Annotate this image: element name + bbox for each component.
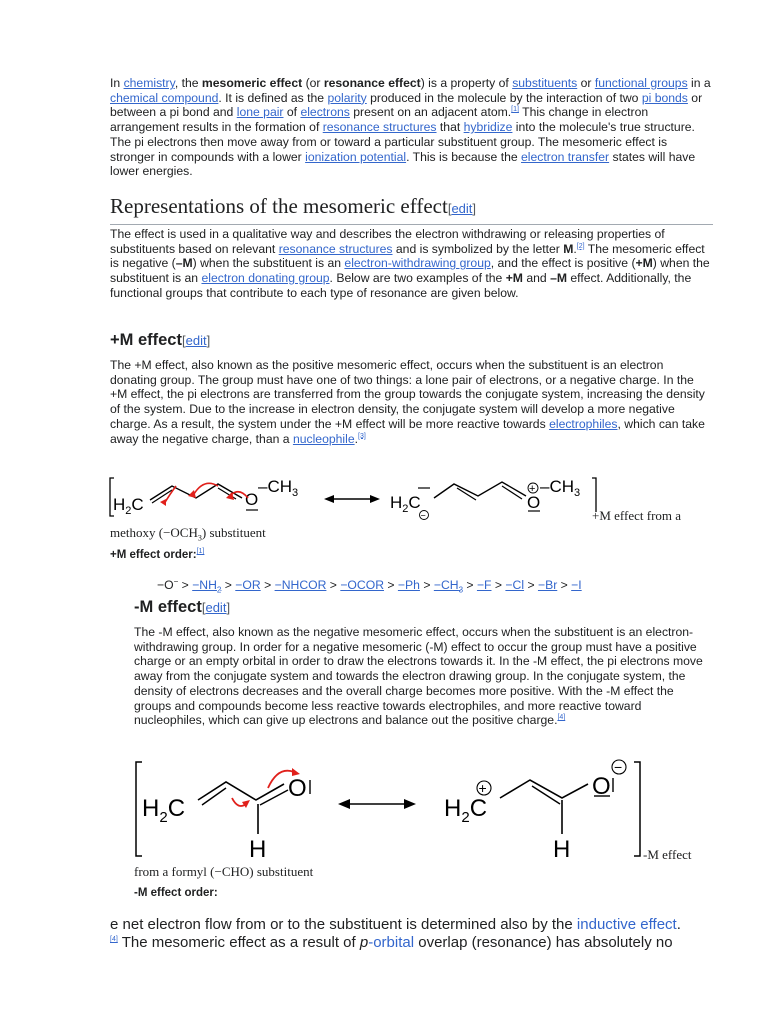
text: . It is defined as the	[218, 90, 328, 105]
edit-section-link[interactable]: [edit]	[447, 201, 477, 216]
link-ph[interactable]: −Ph	[397, 578, 420, 592]
text: or	[577, 76, 595, 90]
text: The +M effect, also known as the positive mesomeric effect, occurs when the substituent is an electron donating group. The group must have one of two things: a lone pair of electrons, or a negative charge. In the +M effect, the pi electrons are transferred from the group towards the conjugate system, increasing the density of the system. Due to the increase in electron density, the conjugate system will develop a more negative charge. As a result, the system under the +M effect will be more reactive towards	[110, 358, 705, 431]
text: produced in the molecule by the interaction of two	[366, 90, 642, 105]
text: ) when the substituent is an	[110, 256, 710, 286]
term-resonance-effect: resonance effect	[323, 76, 421, 90]
text: This change in electron arrangement results in the formation of	[110, 105, 649, 135]
reference-4[interactable]: [4]	[557, 714, 566, 722]
text: methoxy (−OCH	[110, 525, 198, 540]
text: e net electron flow from or to the substituent is determined also by the	[110, 916, 577, 933]
gt: >	[560, 578, 568, 592]
arrow-head	[160, 499, 166, 506]
text: and	[522, 271, 551, 286]
text: ) when the substituent is an	[192, 256, 345, 271]
link-functional-groups[interactable]: functional groups	[594, 76, 688, 90]
gt: >	[329, 578, 337, 592]
text: .	[676, 916, 681, 933]
link-orbital[interactable]: -orbital	[368, 934, 415, 951]
link-ionization-potential[interactable]: ionization potential	[305, 149, 407, 164]
gt: >	[423, 578, 431, 592]
ch3-label: $-CH_3$	[540, 477, 581, 499]
link-nhcor[interactable]: −NHCOR	[274, 578, 327, 592]
link-i[interactable]: −I	[571, 578, 582, 592]
oxygen-label: O	[288, 775, 307, 802]
text: The mesomeric effect is negative (	[110, 241, 705, 271]
oxygen-label: O	[245, 490, 259, 509]
text: +M effect order:	[110, 549, 197, 561]
reference-3[interactable]: [3]	[358, 432, 366, 440]
gt: >	[387, 578, 395, 592]
heading-representations	[110, 193, 713, 225]
figure2-caption-left: from a formyl (−CHO) substituent	[134, 864, 314, 879]
link-hybridize[interactable]: hybridize	[463, 120, 513, 135]
link-electron-withdrawing-group[interactable]: electron-withdrawing group	[344, 256, 491, 271]
right-bracket	[592, 478, 596, 512]
gt: >	[527, 578, 535, 592]
subscript: 3	[197, 533, 202, 543]
text: , which can take away the negative charge, than a	[110, 416, 705, 446]
intro-paragraph	[110, 76, 713, 179]
text: into the molecule's true structure. The pi electrons then move away from or toward a particular substituent group. The mesomeric effect is stronger in compounds with a lower	[110, 120, 695, 164]
text: effect. Additionally, the functional groups that contribute to each type of resonance are given below.	[110, 271, 692, 300]
text: .	[573, 241, 577, 256]
bond-line	[434, 482, 526, 498]
reference-1[interactable]: [1]	[196, 548, 205, 556]
link-inductive-effect[interactable]: inductive effect	[576, 916, 677, 933]
link-ch3[interactable]: $-CH_3$	[433, 578, 464, 595]
link-cl[interactable]: −Cl	[505, 578, 525, 592]
text: overlap (resonance) has absolutely no	[414, 934, 673, 951]
heading-text: -M effect	[134, 598, 202, 616]
reference-1[interactable]: [1]	[511, 106, 519, 114]
superscript: −	[173, 576, 179, 586]
arrow-head	[324, 495, 334, 503]
text: , the	[174, 76, 202, 90]
link-resonance-structures[interactable]: resonance structures	[322, 120, 437, 135]
double-bond-line	[260, 790, 288, 805]
link-electrophiles[interactable]: electrophiles	[549, 416, 618, 431]
link-electrons[interactable]: electrons	[300, 105, 350, 120]
symbol-neg-m: –M	[550, 271, 568, 286]
bond-line	[500, 780, 588, 798]
gt: >	[224, 578, 232, 592]
hydrogen-label: H	[553, 836, 571, 862]
text: ) substituent	[201, 525, 266, 540]
figure1-caption-left	[110, 525, 266, 541]
positive-charge-sign: +	[529, 483, 536, 495]
text: , and the effect is positive (	[490, 256, 636, 271]
link-or[interactable]: −OR	[235, 578, 261, 592]
heading-minus-m-effect	[134, 597, 230, 618]
link-resonance-structures-2[interactable]: resonance structures	[278, 241, 393, 256]
reference-4[interactable]: [4]	[110, 936, 118, 943]
gt: >	[466, 578, 474, 592]
ch3-label: $-CH_3$	[258, 477, 299, 499]
text: of	[283, 105, 301, 120]
footer-line-2	[110, 934, 740, 952]
arrow-head	[404, 799, 416, 809]
plus-m-order-list	[157, 576, 582, 595]
symbol-m: M	[563, 241, 574, 256]
right-bracket	[634, 762, 640, 856]
text: The mesomeric effect as a result of	[117, 934, 360, 951]
link-electron-transfer[interactable]: electron transfer	[521, 149, 610, 164]
h2c-label: $H_2C$	[113, 495, 144, 517]
text: and is symbolized by the letter	[392, 241, 564, 256]
figure2-caption-right: -M effect	[643, 847, 692, 862]
text: in a	[687, 76, 711, 90]
term-mesomeric-effect: mesomeric effect	[201, 76, 303, 90]
text: The -M effect, also known as the negative mesomeric effect, occurs when the substituent is an electron-withdrawing group. In order for a negative mesomeric (-M) effect to occur the group must have a positive charge or an empty orbital in order to draw the electrons towards it. In the -M effect, the pi electrons move away from the conjugate system and towards the electron drawing group. In the conjugate system, the density of electrons decreases and the overall charge becomes more positive. With the -M effect the groups and compounds become less reactive towards electrophiles, and more reactive toward nucleophiles, which can give up electrons and balance out the positive charge.	[134, 625, 703, 728]
heading-text: Representations of the mesomeric effect	[110, 194, 448, 218]
minus-m-resonance-figure	[132, 758, 652, 862]
text: . Below are two examples of the	[329, 271, 506, 286]
negative-charge-sign: −	[614, 759, 623, 775]
gt: >	[494, 578, 503, 592]
symbol-pos-m: +M	[635, 256, 653, 271]
link-polarity[interactable]: polarity	[327, 90, 367, 105]
gt: >	[264, 578, 272, 592]
bond-line	[198, 782, 284, 800]
link-f[interactable]: −F	[476, 578, 492, 592]
heading-text: +M effect	[110, 331, 182, 349]
h2c-label: $H_2C$	[142, 795, 186, 826]
link-chemical-compound[interactable]: chemical compound	[110, 90, 219, 105]
arrow-head	[370, 495, 380, 503]
text: that	[436, 120, 464, 135]
reference-2[interactable]: [2]	[576, 242, 585, 250]
symbol-pos-m: +M	[505, 271, 523, 286]
arrow-head	[242, 800, 250, 808]
positive-charge-sign: +	[478, 780, 487, 796]
link-nh2[interactable]: $-NH_2$	[192, 578, 222, 595]
plus-m-paragraph	[110, 358, 713, 446]
minus-m-order-label: -M effect order:	[134, 887, 218, 899]
footer-line-1	[110, 916, 730, 934]
arrow-head	[338, 799, 350, 809]
link-substituents[interactable]: substituents	[512, 76, 578, 90]
hydrogen-label: H	[249, 836, 267, 862]
symbol-neg-m: –M	[175, 256, 193, 271]
figure1-caption-right: +M effect from a	[592, 508, 682, 523]
h2c-label: $H_2C$	[444, 795, 488, 826]
text: The effect is used in a qualitative way and describes the electron withdrawing or releasing properties of substituents based on relevant	[110, 227, 665, 256]
oxygen-label: O	[527, 493, 541, 512]
text: . This is because the	[406, 149, 522, 164]
text: or between a pi bond and	[110, 90, 703, 120]
edit-section-link[interactable]: [edit]	[201, 600, 231, 615]
link-pi-bonds[interactable]: pi bonds	[641, 90, 688, 105]
text: .	[354, 431, 358, 446]
link-lone-pair[interactable]: lone pair	[236, 105, 284, 120]
text: states will have lower energies.	[110, 149, 696, 179]
text: present on an adjacent atom.	[349, 105, 512, 120]
minus-m-paragraph	[134, 625, 708, 728]
heading-plus-m-effect	[110, 330, 210, 351]
negative-charge-sign: −	[420, 510, 426, 520]
link-chemistry[interactable]: chemistry	[123, 76, 175, 90]
plus-m-order-label	[110, 549, 204, 561]
representations-paragraph	[110, 227, 713, 301]
link-electron-donating-group[interactable]: electron donating group	[201, 271, 330, 286]
edit-section-link[interactable]: [edit]	[181, 333, 211, 348]
oxygen-label: O	[592, 773, 611, 800]
text: ) is a property of	[420, 76, 513, 90]
gt: >	[181, 578, 189, 592]
group-o-minus: −O	[157, 578, 174, 592]
link-nucleophile[interactable]: nucleophile	[292, 431, 355, 446]
h2c-label: $H_2C$	[390, 493, 421, 515]
link-br[interactable]: −Br	[537, 578, 558, 592]
text: In	[110, 76, 124, 90]
italic-p: p	[359, 934, 369, 951]
link-ocor[interactable]: −OCOR	[340, 578, 384, 592]
text: (or	[302, 76, 324, 90]
